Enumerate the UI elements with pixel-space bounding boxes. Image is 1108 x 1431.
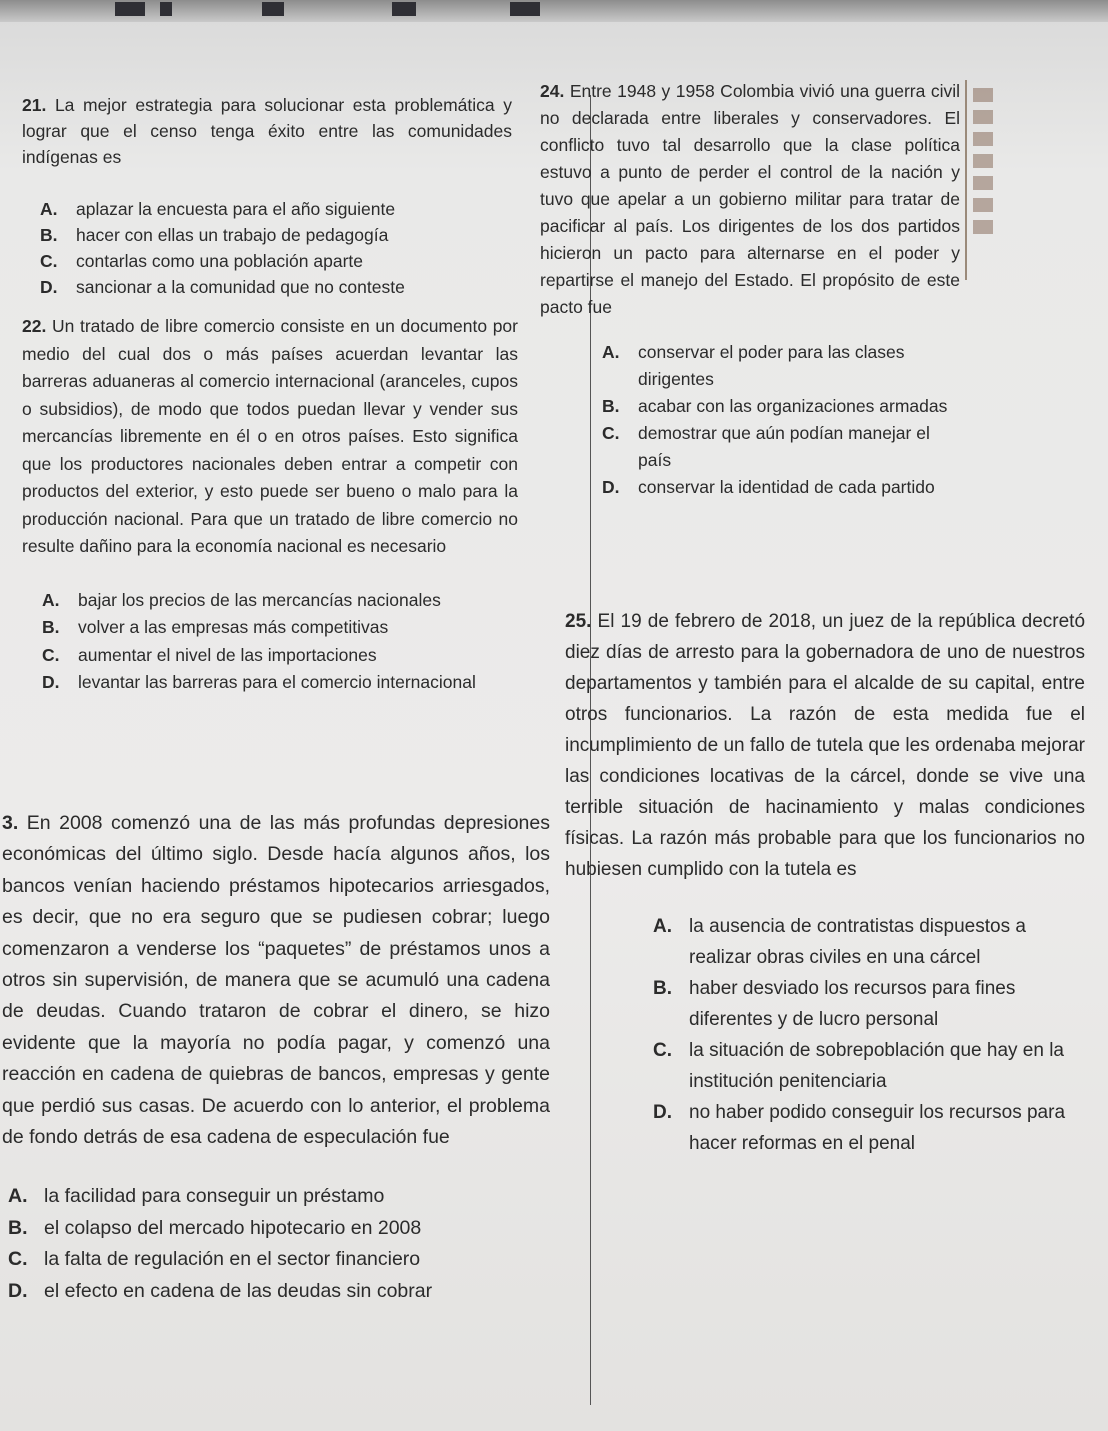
option-b[interactable]: B. hacer con ellas un trabajo de pedagogía [40,225,389,245]
question-22 [22,313,518,697]
question-stem: Entre 1948 y 1958 Colombia vivió una guerra civil no declarada entre liberales y conservadores. El conflicto tuvo tal desarrollo que la clase política estuvo a punto de perder el control de la nación y tuvo que apelar a un gobierno militar para tratar de pacificar al país. Los dirigentes de los dos partidos hicieron un pacto para alternarse en el poder y repartirse el manejo del Estado. El propósito de este pacto fue [540,81,960,317]
question-number: 3. [2,812,19,834]
option-c[interactable]: C. aumentar el nivel de las importaciones [42,644,377,665]
option-b[interactable]: B. el colapso del mercado hipotecario en 2008 [8,1216,422,1239]
option-d[interactable]: D. levantar las barreras para el comercio internacional [42,672,476,692]
option-c[interactable]: C. demostrar que aún podían manejar el país [602,423,930,470]
option-d[interactable]: D. sancionar a la comunidad que no conteste [40,277,405,297]
option-a[interactable]: A. bajar los precios de las mercancías nacionales [42,589,441,610]
option-b[interactable]: B. acabar con las organizaciones armadas [602,396,948,416]
question-number: 25. [565,611,592,632]
question-25 [565,606,1085,1159]
question-stem: El 19 de febrero de 2018, un juez de la república decretó diez días de arresto para la gobernadora de uno de nuestros departamentos y también para el alcalde de su capital, entre otros funcionarios. La razón de esta medida fue el incumplimiento de un fallo de tutela que les ordenaba mejorar las condiciones locativas de la cárcel, donde se vive una terrible situación de hacinamiento y malas condiciones físicas. La razón más probable para que los funcionarios no hubiesen cumplido con la tutela es [565,611,1086,880]
option-a[interactable]: A. la facilidad para conseguir un préstamo [8,1185,385,1208]
margin-edge-print [965,80,1007,280]
option-d[interactable]: D. el efecto en cadena de las deudas sin cobrar [8,1279,433,1302]
option-a[interactable]: A. la ausencia de contratistas dispuestos a realizar obras civiles en una cárcel [653,916,1026,968]
option-b[interactable]: B. haber desviado los recursos para fines diferentes y de lucro personal [653,978,1016,1030]
question-stem: En 2008 comenzó una de las más profundas depresiones económicas del último siglo. Desde hacía algunos años, los bancos venían haciendo préstamos hipotecarios arriesgados, es decir, que no era seguro que se pudiesen cobrar; luego comenzaron a venderse los “paquetes” de préstamos unos a otros sin supervisión, de manera que se acumuló una cadena de deudas. Cuando trataron de cobrar el dinero, se hizo evidente que la mayoría no podía pagar, y comenzó una reacción en cadena de quiebras de bancos, empresas y gente que perdió sus casas. De acuerdo con lo anterior, el problema de fondo detrás de esa cadena de especulación fue [2,812,550,1149]
question-23 [2,808,550,1307]
option-c[interactable]: C. la situación de sobrepoblación que hay en la institución penitenciaria [653,1040,1064,1092]
option-c[interactable]: C. la falta de regulación en el sector financiero [8,1248,421,1271]
question-24 [540,78,960,501]
question-stem: Un tratado de libre comercio consiste en un documento por medio del cual dos o más países acuerdan levantar las barreras aduaneras al comercio internacional (aranceles, cupos o subsidios), de modo que todos puedan llevar y vender sus mercancías libremente en él o en otros países. Esto significa que los productores nacionales deben entrar a competir con productos del exterior, y esto puede ser bueno o malo para la producción nacional. Para que un tratado de libre comercio no resulte dañino para la economía nacional es necesario [22,316,518,556]
option-c[interactable]: C. contarlas como una población aparte [40,251,363,271]
option-d[interactable]: D. no haber podido conseguir los recursos para hacer reformas en el penal [653,1102,1066,1154]
option-b[interactable]: B. volver a las empresas más competitivas [42,617,389,637]
question-21 [22,92,512,300]
option-a[interactable]: A. conservar el poder para las clases dirigentes [602,342,905,389]
question-number: 21. [22,95,47,115]
page-top-edge [0,0,1108,22]
question-stem: La mejor estrategia para solucionar esta problemática y lograr que el censo tenga éxito entre las comunidades indígenas es [22,95,512,167]
question-number: 22. [22,316,47,336]
option-a[interactable]: A. aplazar la encuesta para el año siguiente [40,199,396,219]
option-d[interactable]: D. conservar la identidad de cada partido [602,477,935,497]
question-number: 24. [540,81,565,101]
